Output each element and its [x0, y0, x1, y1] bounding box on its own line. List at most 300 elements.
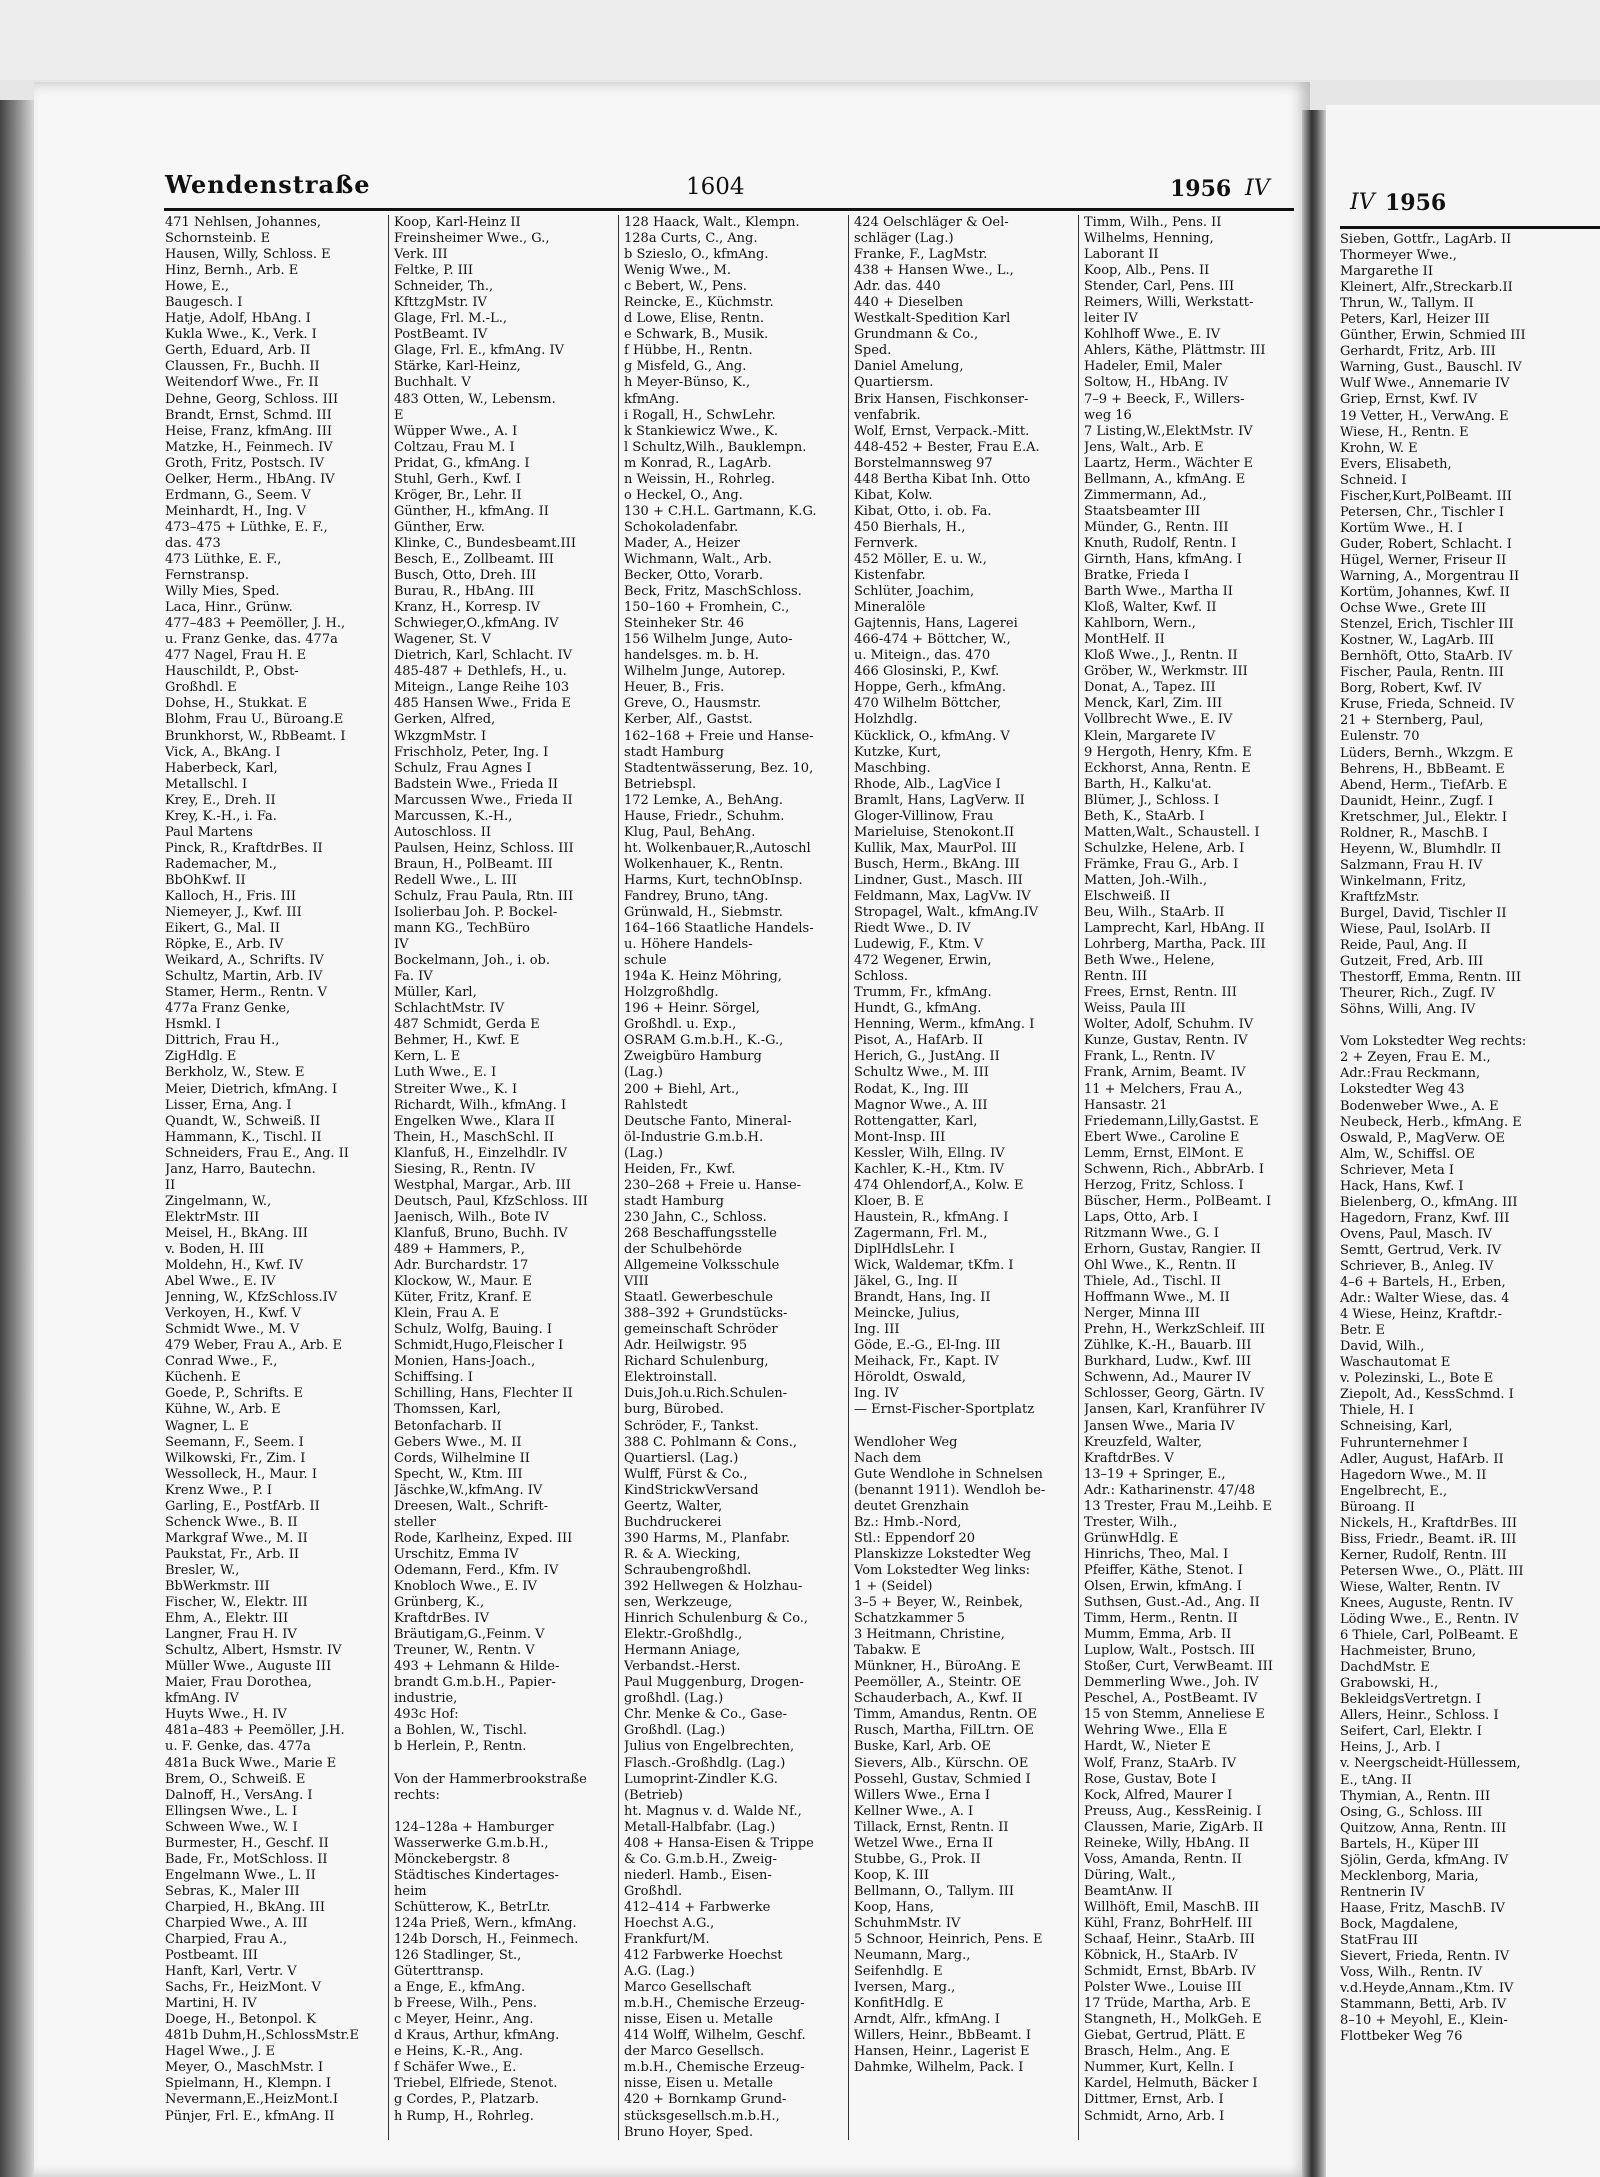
directory-entry: ZigHdlg. E [165, 1049, 237, 1065]
directory-entry: Reineke, Willy, HbAng. II [1084, 1835, 1250, 1851]
directory-entry: Ziepolt, Ad., KessSchmd. I [1340, 1387, 1514, 1403]
directory-entry: Willy Mies, Sped. [165, 584, 280, 600]
directory-entry: Specht, W., Ktm. III [394, 1466, 523, 1482]
directory-entry: d Kraus, Arthur, kfmAng. [394, 2028, 560, 2044]
directory-entry: David, Wilh., [1340, 1339, 1425, 1355]
directory-entry: Busch, Herm., BkAng. III [854, 856, 1020, 872]
directory-entry: Koop, K. III [854, 1867, 929, 1883]
directory-entry: Isolierbau Joh. P. Bockel- [394, 905, 558, 921]
directory-entry: Preuss, Aug., KessReinig. I [1084, 1803, 1262, 1819]
directory-entry: Stropagel, Walt., kfmAng.IV [854, 905, 1039, 921]
directory-entry: E., tAng. II [1340, 1772, 1412, 1788]
directory-entry: Knees, Auguste, Rentn. IV [1340, 1595, 1513, 1611]
directory-entry: Wolkenhauer, K., Rentn. [624, 856, 784, 872]
directory-entry: Willhöft, Emil, MaschB. III [1084, 1899, 1260, 1915]
directory-entry: Zingelmann, W., [165, 1193, 272, 1209]
directory-entry: Bellmann, O., Tallym. III [854, 1883, 1015, 1899]
directory-entry: Hinz, Bernh., Arb. E [165, 263, 299, 279]
directory-entry: 477–483 + Peemöller, J. H., [165, 616, 346, 632]
directory-entry: — Ernst-Fischer-Sportplatz [854, 1402, 1035, 1418]
directory-entry: Buske, Karl, Arb. OE [854, 1739, 991, 1755]
directory-entry: 3–5 + Beyer, W., Reinbek, [854, 1595, 1024, 1611]
directory-entry: 150–160 + Fromhein, C., [624, 600, 790, 616]
directory-entry: Schmidt,Hugo,Fleischer I [394, 1338, 564, 1354]
directory-entry: Trester, Wilh., [1084, 1514, 1178, 1530]
directory-entry: Stoßer, Curt, VerwBeamt. III [1084, 1659, 1273, 1675]
directory-entry: Kröger, Br., Lehr. II [394, 487, 522, 503]
directory-entry: Laps, Otto, Arb. I [1084, 1209, 1199, 1225]
directory-entry: Vick, A., BkAng. I [165, 744, 281, 760]
directory-entry: Wulff, Fürst & Co., [624, 1466, 748, 1482]
directory-entry: Müller, Karl, [394, 985, 477, 1001]
directory-entry: Heise, Franz, kfmAng. III [165, 423, 333, 439]
directory-entry: 485-487 + Dethlefs, H., u. [394, 664, 567, 680]
directory-entry: Wilhelms, Henning, [1084, 231, 1214, 247]
directory-entry: Bratke, Frieda I [1084, 568, 1190, 584]
directory-entry: Düring, Walt., [1084, 1867, 1176, 1883]
directory-entry: Sachs, Fr., HeizMont. V [165, 1980, 321, 1996]
directory-entry: Schilling, Hans, Flechter II [394, 1386, 573, 1402]
directory-entry: Elektr.-Großhdlg., [624, 1627, 743, 1643]
directory-entry: Oswald, P., MagVerw. OE [1340, 1130, 1505, 1146]
directory-entry: Postbeamt. III [165, 1948, 258, 1964]
directory-entry: Schulzke, Helene, Arb. I [1084, 840, 1245, 856]
directory-entry: Großhdl. u. Exp., [624, 1017, 737, 1033]
directory-entry: KraftdrBes. IV [394, 1611, 489, 1627]
directory-entry: Mumm, Emma, Arb. II [1084, 1627, 1232, 1643]
directory-entry: Streiter Wwe., K. I [394, 1081, 518, 1097]
directory-entry: Kühne, W., Arb. E [165, 1402, 281, 1418]
directory-entry: Haberbeck, Karl, [165, 760, 278, 776]
directory-entry: Gerth, Eduard, Arb. II [165, 343, 311, 359]
directory-entry: Jäkel, G., Ing. II [854, 1274, 958, 1290]
page-number: 1604 [686, 174, 745, 200]
directory-entry: Hardt, W., Nieter E [1084, 1739, 1211, 1755]
directory-entry: Schraubengroßhdl. [624, 1562, 752, 1578]
directory-entry: Stamer, Herm., Rentn. V [165, 985, 328, 1001]
directory-entry: Lemm, Ernst, ElMont. E [1084, 1145, 1244, 1161]
directory-entry: Eikert, G., Mal. II [165, 921, 280, 937]
directory-entry: 128a Curts, C., Ang. [624, 231, 758, 247]
directory-entry: Schriever, Meta I [1340, 1162, 1454, 1178]
directory-entry: Hinrich Schulenburg & Co., [624, 1611, 809, 1627]
directory-entry: Girnth, Hans, kfmAng. I [1084, 551, 1242, 567]
directory-entry: Heuer, B., Fris. [624, 680, 725, 696]
directory-entry: nisse, Eisen u. Metalle [624, 2076, 773, 2092]
directory-entry: Kibat, Otto, i. ob. Fa. [854, 503, 992, 519]
directory-entry: Adr. Burchardstr. 17 [394, 1258, 529, 1274]
directory-entry: Jansen Wwe., Maria IV [1084, 1418, 1235, 1434]
directory-entry: Fa. IV [394, 969, 433, 985]
directory-entry: Schulz, Frau Paula, Rtn. III [394, 888, 574, 904]
directory-entry: 471 Nehlsen, Johannes, [165, 215, 321, 230]
directory-entry: Wüpper Wwe., A. I [394, 423, 518, 439]
directory-entry [1340, 1018, 1590, 1034]
directory-entry: Erdmann, G., Seem. V [165, 487, 311, 503]
directory-entry: 130 + C.H.L. Gartmann, K.G. [624, 503, 817, 519]
directory-entry: 194a K. Heinz Möhring, [624, 969, 782, 985]
directory-entry: Quitzow, Anna, Rentn. III [1340, 1820, 1507, 1836]
directory-entry: Koop, Karl-Heinz II [394, 215, 521, 230]
directory-entry: u. Höhere Handels- [624, 937, 753, 953]
directory-entry: Gerken, Alfred, [394, 712, 496, 728]
directory-entry: Krenz Wwe., P. I [165, 1482, 273, 1498]
directory-entry: Miteign., Lange Reihe 103 [394, 680, 570, 696]
directory-entry: Beth Wwe., Helene, [1084, 953, 1215, 969]
directory-entry: Hsmkl. I [165, 1017, 221, 1033]
directory-entry: Eulenstr. 70 [1340, 729, 1420, 745]
directory-entry: Beth, K., StaArb. I [1084, 808, 1205, 824]
directory-entry: Becker, Otto, Vorarb. [624, 568, 764, 584]
directory-entry: Rahlstedt [624, 1097, 688, 1113]
directory-entry: 390 Harms, M., Planfabr. [624, 1530, 791, 1546]
directory-entry: Burau, R., HbAng. III [394, 584, 535, 600]
directory-entry: Engelbrecht, E., [1340, 1483, 1448, 1499]
directory-entry: Julius von Engelbrechten, [624, 1739, 795, 1755]
directory-entry: 15 von Stemm, Anneliese E [1084, 1707, 1265, 1723]
directory-entry: Seemann, F., Seem. I [165, 1434, 304, 1450]
directory-entry: Treuner, W., Rentn. V [394, 1643, 535, 1659]
directory-entry: Haustein, R., kfmAng. I [854, 1209, 1009, 1225]
directory-entry: Jäschke,W.,kfmAng. IV [394, 1482, 543, 1498]
directory-entry: Matzke, H., Feinmech. IV [165, 439, 333, 455]
directory-entry: 440 + Dieselben [854, 295, 964, 311]
directory-entry: Bresler, W., [165, 1562, 240, 1578]
directory-entry: Weitendorf Wwe., Fr. II [165, 375, 319, 391]
directory-entry: k Stankiewicz Wwe., K. [624, 423, 778, 439]
directory-entry: DachdMstr. E [1340, 1660, 1430, 1676]
directory-entry: Kortüm, Johannes, Kwf. II [1340, 585, 1510, 601]
directory-entry: Kretschmer, Jul., Elektr. I [1340, 809, 1508, 825]
directory-entry: Claussen, Fr., Buchh. II [165, 359, 320, 375]
directory-entry: A.G. (Lag.) [624, 1964, 695, 1980]
directory-entry: Wendloher Weg [854, 1434, 958, 1450]
directory-entry: Küter, Fritz, Kranf. E [394, 1290, 532, 1306]
directory-entry: Goede, P., Schrifts. E [165, 1386, 304, 1402]
directory-entry: 392 Hellwegen & Holzhau- [624, 1578, 803, 1594]
directory-entry: Sebras, K., Maler III [165, 1883, 300, 1899]
directory-entry: Betriebspl. [624, 776, 697, 792]
directory-entry: Gröber, W., Werkmstr. III [1084, 664, 1248, 680]
directory-entry: Schornsteinb. E [165, 231, 271, 247]
directory-entry: Oelker, Herm., HbAng. IV [165, 471, 335, 487]
directory-entry: f Schäfer Wwe., E. [394, 2060, 517, 2076]
directory-entry: 268 Beschaffungsstelle [624, 1225, 777, 1241]
directory-entry: Hügel, Werner, Friseur II [1340, 552, 1507, 568]
directory-entry: Willers, Heinr., BbBeamt. I [854, 2028, 1032, 2044]
directory-entry: Matten, Joh.-Wilh., [1084, 872, 1208, 888]
directory-entry: Heins, J., Arb. I [1340, 1740, 1441, 1756]
directory-entry: Matten,Walt., Schaustell. I [1084, 824, 1260, 840]
directory-entry: Hansen, Heinr., Lagerist E [854, 2044, 1030, 2060]
directory-entry: g Misfeld, G., Ang. [624, 359, 747, 375]
directory-entry: Osing, G., Schloss. III [1340, 1804, 1483, 1820]
directory-entry: 9 Hergoth, Henry, Kfm. E [1084, 744, 1252, 760]
directory-entry: Burmester, H., Geschf. II [165, 1835, 329, 1851]
directory-entry: d Lowe, Elise, Rentn. [624, 311, 765, 327]
directory-entry: 485 Hansen Wwe., Frida E [394, 696, 571, 712]
directory-entry: Demmerling Wwe., Joh. IV [1084, 1675, 1259, 1691]
directory-entry: Braun, H., PolBeamt. III [394, 856, 553, 872]
directory-entry: nisse, Eisen u. Metalle [624, 2012, 773, 2028]
directory-entry: Dietrich, Karl, Schlacht. IV [394, 648, 573, 664]
directory-entry: Ludewig, F., Ktm. V [854, 937, 984, 953]
directory-entry: Schultz Wwe., M. III [854, 1065, 989, 1081]
directory-entry: Gerhardt, Fritz, Arb. III [1340, 344, 1496, 360]
directory-entry: Herzog, Fritz, Schloss. I [1084, 1177, 1244, 1193]
directory-entry: Luth Wwe., E. I [394, 1065, 497, 1081]
directory-entry: Müller Wwe., Auguste III [165, 1659, 332, 1675]
directory-entry: Rentnerin IV [1340, 1884, 1425, 1900]
directory-entry: Laartz, Herm., Wächter E [1084, 455, 1254, 471]
directory-entry: Frank, L., Rentn. IV [1084, 1049, 1215, 1065]
directory-entry: Coltzau, Frau M. I [394, 439, 515, 455]
directory-entry: Verkoyen, H., Kwf. V [165, 1306, 302, 1322]
directory-entry: b Freese, Wilh., Pens. [394, 1996, 537, 2012]
directory-entry: 8–10 + Meyohl, E., Klein- [1340, 2013, 1508, 2029]
directory-entry: Rode, Karlheinz, Exped. III [394, 1530, 573, 1546]
directory-entry: 172 Lemke, A., BehAng. [624, 792, 784, 808]
directory-entry: Holzgroßhdlg. [624, 985, 719, 1001]
book-edge [0, 100, 34, 2177]
directory-entry: Barth Wwe., Martha II [1084, 584, 1233, 600]
directory-entry: 414 Wolff, Wilhelm, Geschf. [624, 2028, 806, 2044]
directory-entry: Staatsbeamter III [1084, 503, 1201, 519]
directory-entry: 3 Heitmann, Christine, [854, 1627, 1005, 1643]
directory-entry: Köbnick, H., StaArb. IV [1084, 1948, 1238, 1964]
directory-entry: Hinrichs, Theo, Mal. I [1084, 1546, 1229, 1562]
directory-entry: Conrad Wwe., F., [165, 1354, 278, 1370]
directory-entry: Pfeiffer, Käthe, Stenot. I [1084, 1562, 1244, 1578]
right-header-rule [1340, 226, 1600, 229]
directory-entry: Rhode, Alb., LagVice I [854, 776, 1001, 792]
directory-entry: 7 Listing,W.,ElektMstr. IV [1084, 423, 1253, 439]
directory-entry [394, 1756, 598, 1772]
directory-entry: Sievert, Frieda, Rentn. IV [1340, 1949, 1510, 1965]
directory-entry: DiplHdlsLehr. I [854, 1242, 955, 1257]
directory-entry: Behrens, H., BbBeamt. E [1340, 761, 1505, 777]
directory-entry: Kostner, W., LagArb. III [1340, 633, 1494, 649]
directory-entry: 124a Prieß, Wern., kfmAng. [394, 1915, 577, 1931]
directory-entry: 420 + Bornkamp Grund- [624, 2092, 787, 2108]
directory-entry: Wolter, Adolf, Schuhm. IV [1084, 1017, 1254, 1033]
directory-entry: Kistenfabr. [854, 568, 926, 584]
directory-entry: gemeinschaft Schröder [624, 1322, 778, 1338]
directory-entry: Bielenberg, O., kfmAng. III [1340, 1194, 1518, 1210]
header-rule [164, 208, 1294, 211]
directory-entry: Heiden, Fr., Kwf. [624, 1161, 736, 1177]
directory-entry: Guder, Robert, Schlacht. I [1340, 536, 1512, 552]
directory-entry: Martini, H. IV [165, 1996, 257, 2012]
directory-entry: Schloss. [854, 969, 909, 985]
directory-entry: Wagner, L. E [165, 1418, 249, 1434]
directory-entry: Rusch, Martha, FilLtrn. OE [854, 1723, 1034, 1739]
directory-entry: Beck, Fritz, MaschSchloss. [624, 584, 802, 600]
directory-entry: Behmer, H., Kwf. E [394, 1033, 520, 1049]
directory-entry: 388 C. Pohlmann & Cons., [624, 1434, 798, 1450]
directory-entry: Biss, Friedr., Beamt. iR. III [1340, 1531, 1517, 1547]
directory-entry: heim [394, 1883, 427, 1899]
directory-entry: u. Franz Genke, das. 477a [165, 632, 338, 648]
directory-entry: Hoffmann Wwe., M. II [1084, 1290, 1230, 1306]
directory-entry: Grabowski, H., [1340, 1676, 1439, 1692]
directory-entry: i Rogall, H., SchwLehr. [624, 407, 776, 423]
directory-entry: Thormeyer Wwe., [1340, 248, 1457, 264]
directory-entry: BeamtAnw. II [1084, 1883, 1173, 1899]
directory-entry: KindStrickwVersand [624, 1482, 759, 1498]
directory-entry: rechts: [394, 1787, 440, 1803]
directory-entry: Adr.: Walter Wiese, das. 4 [1340, 1291, 1510, 1307]
directory-entry: brandt G.m.b.H., Papier- [394, 1675, 556, 1691]
directory-entry: Vom Lokstedter Weg rechts: [1340, 1034, 1527, 1050]
directory-entry: VIII [624, 1274, 649, 1290]
directory-column-2 [394, 215, 598, 2125]
directory-entry: Theurer, Rich., Zugf. IV [1340, 986, 1495, 1002]
directory-entry: Schokoladenfabr. [624, 519, 739, 535]
directory-entry: Meihack, Fr., Kapt. IV [854, 1354, 999, 1370]
directory-entry: & Co. G.m.b.H., Zweig- [624, 1851, 777, 1867]
directory-entry: Röpke, E., Arb. IV [165, 937, 284, 953]
directory-entry: Dittrich, Frau H., [165, 1033, 280, 1049]
directory-entry: Kloß, Walter, Kwf. II [1084, 600, 1217, 616]
directory-entry: 412–414 + Farbwerke [624, 1899, 771, 1915]
directory-entry: Metall-Halbfabr. (Lag.) [624, 1819, 776, 1835]
directory-column-4 [854, 215, 1058, 2076]
directory-entry: GrünwHdlg. E [1084, 1530, 1179, 1546]
directory-entry: Schlüter, Joachim, [854, 584, 975, 600]
directory-entry: Kruse, Frieda, Schneid. IV [1340, 697, 1515, 713]
directory-entry: Jens, Walt., Arb. E [1084, 439, 1204, 455]
directory-entry: Bartels, H., Küper III [1340, 1836, 1479, 1852]
directory-entry: Thiele, Ad., Tischl. II [1084, 1274, 1221, 1290]
directory-entry: Abel Wwe., E. IV [165, 1274, 276, 1290]
directory-entry: Kerner, Rudolf, Rentn. III [1340, 1547, 1507, 1563]
directory-entry: Klug, Paul, BehAng. [624, 824, 756, 840]
directory-entry: Zagermann, Frl. M., [854, 1225, 988, 1241]
directory-entry: Adr. das. 440 [854, 279, 941, 295]
directory-entry: Schaaf, Heinr., StaArb. III [1084, 1932, 1255, 1948]
directory-entry: Löding Wwe., E., Rentn. IV [1340, 1612, 1519, 1628]
directory-entry: Siesing, R., Rentn. IV [394, 1161, 535, 1177]
directory-entry: 2 + Zeyen, Frau E. M., [1340, 1050, 1491, 1066]
directory-entry: Holzhdlg. [854, 712, 918, 728]
directory-entry: Allgemeine Volksschule [624, 1258, 780, 1274]
directory-entry: Berkholz, W., Stew. E [165, 1065, 305, 1081]
directory-entry: Timm, Wilh., Pens. II [1084, 215, 1222, 230]
directory-entry: Brunkhorst, W., RbBeamt. I [165, 728, 346, 744]
directory-entry: schläger (Lag.) [854, 231, 954, 247]
directory-entry: 489 + Hammers, P., [394, 1242, 525, 1257]
directory-entry: Stenzel, Erich, Tischler III [1340, 617, 1514, 633]
directory-entry: 1 + (Seidel) [854, 1578, 933, 1594]
directory-entry: 164–166 Staatliche Handels- [624, 921, 814, 937]
directory-entry: Höroldt, Oswald, [854, 1370, 966, 1386]
directory-entry: schule [624, 953, 667, 969]
directory-entry: 481a–483 + Peemöller, J.H. [165, 1723, 345, 1739]
directory-entry: Kock, Alfred, Maurer I [1084, 1787, 1233, 1803]
directory-entry: Küchenh. E [165, 1370, 241, 1386]
directory-entry: Ohl Wwe., K., Rentn. II [1084, 1258, 1236, 1274]
directory-entry: Koop, Alb., Pens. II [1084, 263, 1210, 279]
directory-entry: Eckhorst, Anna, Rentn. E [1084, 760, 1251, 776]
directory-entry: Günther, H., kfmAng. II [394, 503, 549, 519]
directory-entry: Flasch.-Großhdlg. (Lag.) [624, 1755, 786, 1771]
directory-entry: Wichmann, Walt., Arb. [624, 551, 772, 567]
directory-entry: Söhns, Willi, Ang. IV [1340, 1002, 1476, 1018]
directory-entry: Voss, Wilh., Rentn. IV [1340, 1965, 1483, 1981]
directory-entry: stadt Hamburg [624, 744, 724, 760]
directory-entry: 477 Nagel, Frau H. E [165, 648, 307, 664]
directory-entry: 481a Buck Wwe., Marie E [165, 1755, 337, 1771]
directory-entry: 388–392 + Grundstücks- [624, 1306, 788, 1322]
directory-entry: 7–9 + Beeck, F., Willers- [1084, 391, 1245, 407]
directory-entry: Kücklick, O., kfmAng. V [854, 728, 1010, 744]
directory-entry: Neumann, Marg., [854, 1948, 971, 1964]
directory-entry: WkzgmMstr. I [394, 728, 487, 744]
directory-entry: Hagedorn Wwe., M. II [1340, 1467, 1487, 1483]
directory-entry: Redell Wwe., L. III [394, 872, 517, 888]
directory-entry: 128 Haack, Walt., Klempn. [624, 215, 800, 230]
directory-entry: Glage, Frl. M.-L., [394, 311, 507, 327]
directory-entry: OSRAM G.m.b.H., K.-G., [624, 1033, 784, 1049]
directory-entry: Engelmann Wwe., L. II [165, 1867, 316, 1883]
directory-entry: Großhdl. (Lag.) [624, 1723, 726, 1739]
directory-entry: Rademacher, M., [165, 856, 277, 872]
directory-entry: Quandt, W., Schweiß. II [165, 1113, 321, 1129]
directory-entry: Pünjer, Frl. E., kfmAng. II [165, 2108, 335, 2124]
directory-entry: Badstein Wwe., Frieda II [394, 776, 559, 792]
directory-entry: Charpied, Frau A., [165, 1932, 288, 1948]
directory-entry: Possehl, Gustav, Schmied I [854, 1771, 1031, 1787]
directory-entry: Thein, H., MaschSchl. II [394, 1129, 554, 1145]
directory-entry: Claussen, Marie, ZigArb. II [1084, 1819, 1264, 1835]
directory-entry: Soltow, H., HbAng. IV [1084, 375, 1229, 391]
directory-entry: Ochse Wwe., Grete III [1340, 601, 1487, 617]
directory-entry: 438 + Hansen Wwe., L., [854, 263, 1014, 279]
directory-entry: Rose, Gustav, Bote I [1084, 1771, 1217, 1787]
directory-entry: Fischer, Paula, Rentn. III [1340, 665, 1504, 681]
directory-entry: Schriever, B., Anleg. IV [1340, 1259, 1494, 1274]
directory-entry: Kleinert, Alfr.,Streckarb.II [1340, 280, 1513, 296]
directory-entry: (Betrieb) [624, 1787, 684, 1803]
directory-entry: Schwenn, Rich., AbbrArb. I [1084, 1161, 1264, 1177]
directory-entry: 126 Stadlinger, St., [394, 1948, 522, 1964]
directory-entry: Nickels, H., KraftdrBes. III [1340, 1515, 1518, 1531]
directory-entry: burg, Bürobed. [624, 1402, 724, 1418]
directory-entry: 13–19 + Springer, E., [1084, 1466, 1226, 1482]
directory-column-5 [1084, 215, 1288, 2125]
directory-entry: Zühlke, K.-H., Bauarb. III [1084, 1338, 1252, 1354]
directory-entry: Dittmer, Ernst, Arb. I [1084, 2092, 1224, 2108]
directory-entry: Beu, Wilh., StaArb. II [1084, 905, 1225, 921]
directory-entry: Kibat, Kolw. [854, 487, 933, 503]
directory-entry: Rottengatter, Karl, [854, 1113, 978, 1129]
directory-entry: v.d.Heyde,Annam.,Ktm. IV [1340, 1981, 1514, 1997]
directory-entry: Wiese, Paul, IsolArb. II [1340, 922, 1491, 938]
directory-entry: E [394, 407, 404, 423]
directory-entry: Reincke, E., Küchmstr. [624, 295, 774, 311]
directory-entry: Nerger, Minna III [1084, 1306, 1200, 1322]
directory-entry: Schütterow, K., BetrLtr. [394, 1899, 551, 1915]
directory-entry: Donat, A., Tapez. III [1084, 680, 1216, 696]
directory-entry: Frankfurt/M. [624, 1932, 710, 1948]
directory-entry: Marcussen Wwe., Frieda II [394, 792, 573, 808]
directory-entry: Schneider, Th., [394, 279, 494, 295]
directory-entry: Richard Schulenburg, [624, 1354, 769, 1370]
directory-entry: Kortüm Wwe., H. I [1340, 520, 1463, 536]
directory-entry: Stadtentwässerung, Bez. 10, [624, 760, 814, 776]
directory-entry: Hausen, Willy, Schloss. E [165, 247, 331, 263]
